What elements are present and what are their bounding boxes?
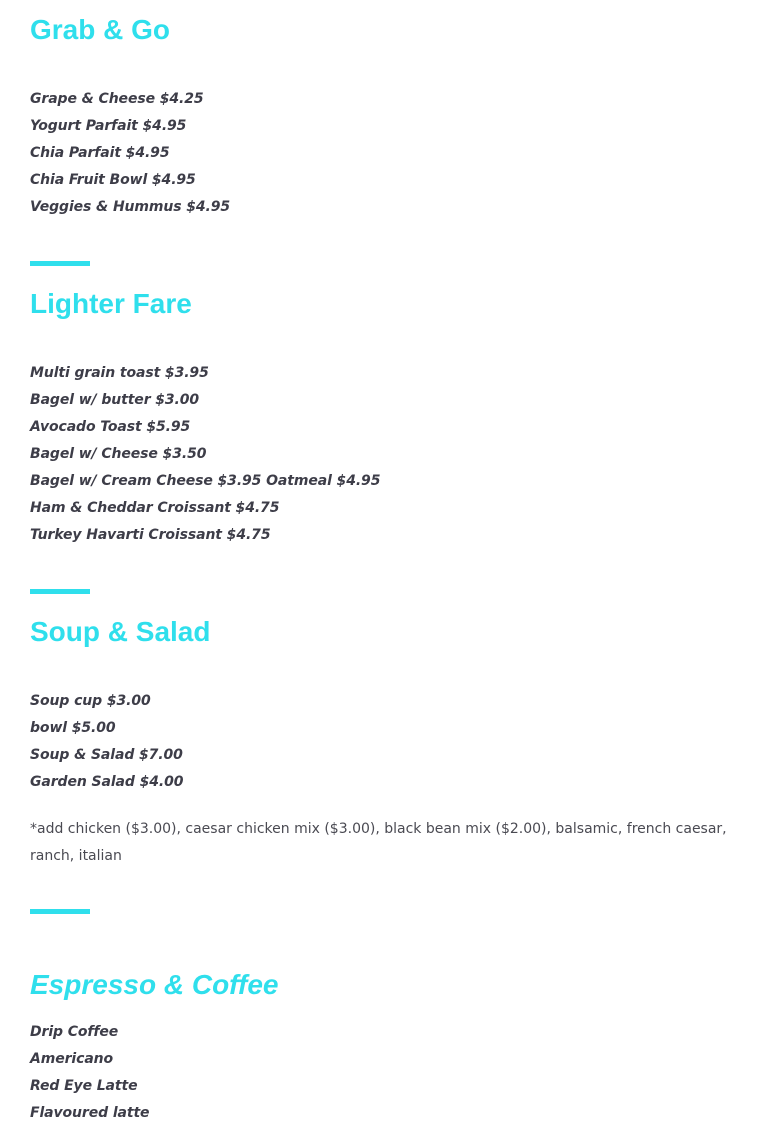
lighter-fare-list — [30, 360, 380, 549]
grab-and-go-list — [30, 86, 230, 221]
menu-item: Ham & Cheddar Croissant $4.75 — [30, 500, 280, 516]
section-divider — [30, 909, 90, 914]
section-title-lighter-fare: Lighter Fare — [30, 288, 192, 319]
menu-item: Drip Coffee — [30, 1024, 119, 1040]
section-title-soup-and-salad: Soup & Salad — [30, 616, 211, 647]
menu-item: Multi grain toast $3.95 — [30, 365, 209, 381]
section-title-grab-and-go: Grab & Go — [30, 14, 171, 45]
menu-item: Americano — [30, 1051, 114, 1067]
menu-item: Avocado Toast $5.95 — [30, 419, 191, 435]
menu-item: Grape & Cheese $4.25 — [30, 91, 204, 107]
menu-item: Soup cup $3.00 — [30, 693, 151, 709]
add-ons-note: *add chicken ($3.00), caesar chicken mix ($3.00), black bean mix ($2.00), balsamic, french caesar, ranch, italian — [30, 821, 727, 864]
menu-item: Turkey Havarti Croissant $4.75 — [30, 527, 271, 543]
espresso-and-coffee-list — [30, 1019, 149, 1127]
menu-item: Chia Fruit Bowl $4.95 — [30, 172, 196, 188]
menu-item: bowl $5.00 — [30, 720, 116, 736]
soup-and-salad-list — [30, 688, 183, 796]
menu-item: Veggies & Hummus $4.95 — [30, 199, 231, 215]
menu-item: Red Eye Latte — [30, 1078, 138, 1094]
section-divider — [30, 261, 90, 266]
menu-item: Bagel w/ Cream Cheese $3.95 Oatmeal $4.95 — [30, 473, 381, 489]
menu-item: Chia Parfait $4.95 — [30, 145, 170, 161]
menu-item: Flavoured latte — [30, 1105, 150, 1121]
menu-item: Bagel w/ butter $3.00 — [30, 392, 200, 408]
menu-item: Yogurt Parfait $4.95 — [30, 118, 187, 134]
section-divider — [30, 589, 90, 594]
menu-item: Bagel w/ Cheese $3.50 — [30, 446, 207, 462]
menu-item: Soup & Salad $7.00 — [30, 747, 183, 763]
section-title-espresso-and-coffee: Espresso & Coffee — [30, 969, 279, 1000]
menu-item: Garden Salad $4.00 — [30, 774, 184, 790]
